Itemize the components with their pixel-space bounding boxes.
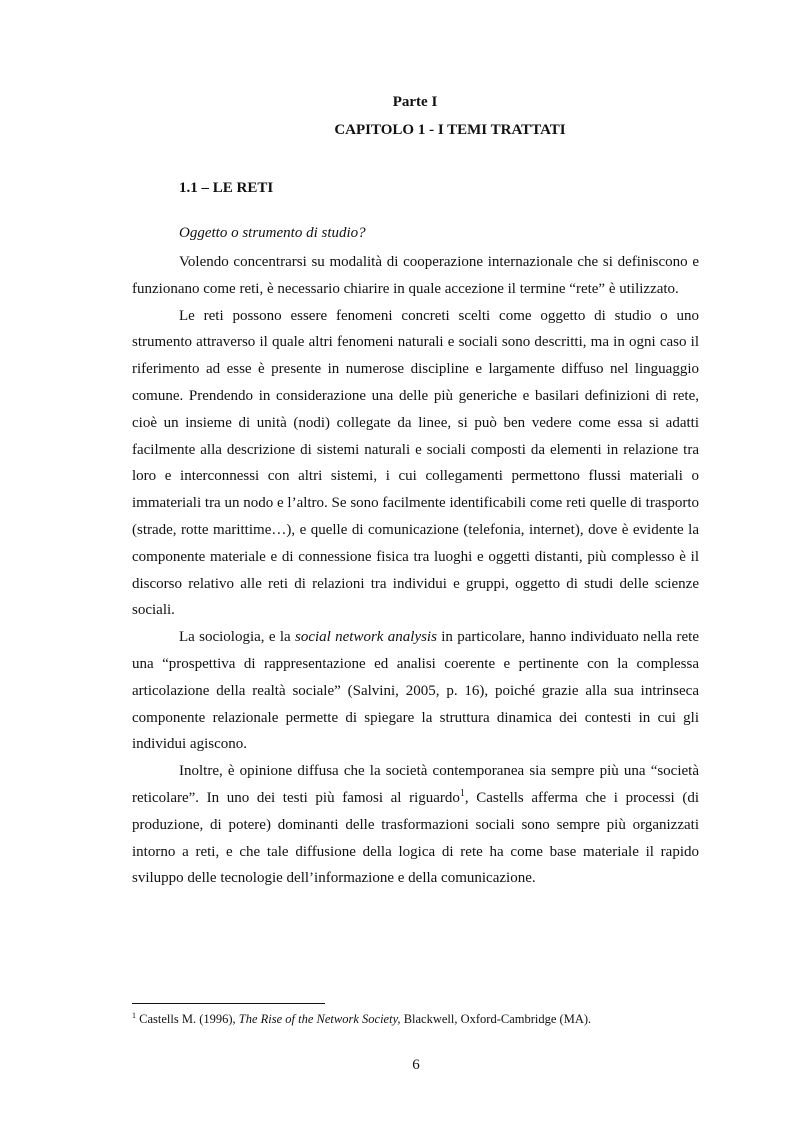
footnote-separator — [132, 1003, 325, 1004]
footnote-text-end: Blackwell, Oxford-Cambridge (MA). — [400, 1012, 592, 1026]
section-subheading: Oggetto o strumento di studio? — [179, 225, 366, 241]
footnote-book-title: The Rise of the Network Society, — [238, 1012, 401, 1026]
footnote — [132, 1012, 712, 1027]
paragraph-3-italic-term: social network analysis — [294, 629, 437, 646]
section-title: 1.1 – LE RETI — [179, 180, 274, 196]
page-number: 6 — [412, 1057, 420, 1073]
paragraph-4 — [132, 758, 699, 892]
footnote-reference: 1 — [459, 787, 465, 799]
paragraph-2: Le reti possono essere fenomeni concreti scelti come oggetto di studio o uno strumento attraverso il quale altri fenomeni naturali e sociali sono descritti, ma in ogni caso il riferimento ad esse è presente in numerose discipline e largamente diffuso nel linguaggio comune. Prendendo in considerazione una delle più generiche e basilari definizioni di rete, cioè un insieme di unità (nodi) collegate da linee, si può ben vedere come essa si adatti facilmente alla descrizione di sistemi naturali e sociali composti da elementi in relazione tra loro e interconnessi con altri sistemi, i cui collegamenti permettono flussi materiali o immateriali tra un nodo e l’altro. Se sono facilmente identificabili come reti quelle di trasporto (strade, rotte marittime…), e quelle di comunicazione (telefonia, internet), dove è evidente la componente materiale e di connessione fisica tra luoghi e oggetti distanti, più complesso è il discorso relativo alle reti di relazioni tra individui e gruppi, oggetto di studi delle scienze sociali. — [132, 307, 699, 619]
part-title: Parte I — [392, 94, 438, 110]
paragraph-3-text-end: in particolare, hanno individuato nella rete una “prospettiva di rappresentazione ed analisi coerente e pertinente con la complessa articolazione della realtà sociale” (Salvini, 2005, p. 16), poiché grazie alla sua intrinseca componente relazionale permette di spiegare la struttura dinamica dei contesti in cui gli individui agiscono. — [132, 629, 700, 753]
paragraph-3-text-start: La sociologia, e la — [179, 629, 295, 646]
chapter-title: CAPITOLO 1 - I TEMI TRATTATI — [334, 122, 566, 138]
paragraph-4-text-start: Inoltre, è opinione diffusa che la società contemporanea sia sempre più una “società reticolare”. In uno dei testi più famosi al riguardo — [132, 763, 699, 806]
paragraph-4-text-end: , Castells afferma che i processi (di produzione, di potere) dominanti delle trasformazioni sociali sono sempre più organizzati intorno a reti, e che tale diffusione della logica di rete ha come base materiale il rapido sviluppo delle tecnologie dell’informazione e della comunicazione. — [132, 789, 699, 887]
paragraph-3 — [132, 624, 699, 758]
body-text — [132, 249, 699, 892]
footnote-marker: 1 — [132, 1010, 136, 1020]
footnote-text-start: Castells M. (1996), — [136, 1012, 239, 1026]
paragraph-1: Volendo concentrarsi su modalità di cooperazione internazionale che si definiscono e funzionano come reti, è necessario chiarire in quale accezione il termine “rete” è utilizzato. — [132, 254, 699, 297]
